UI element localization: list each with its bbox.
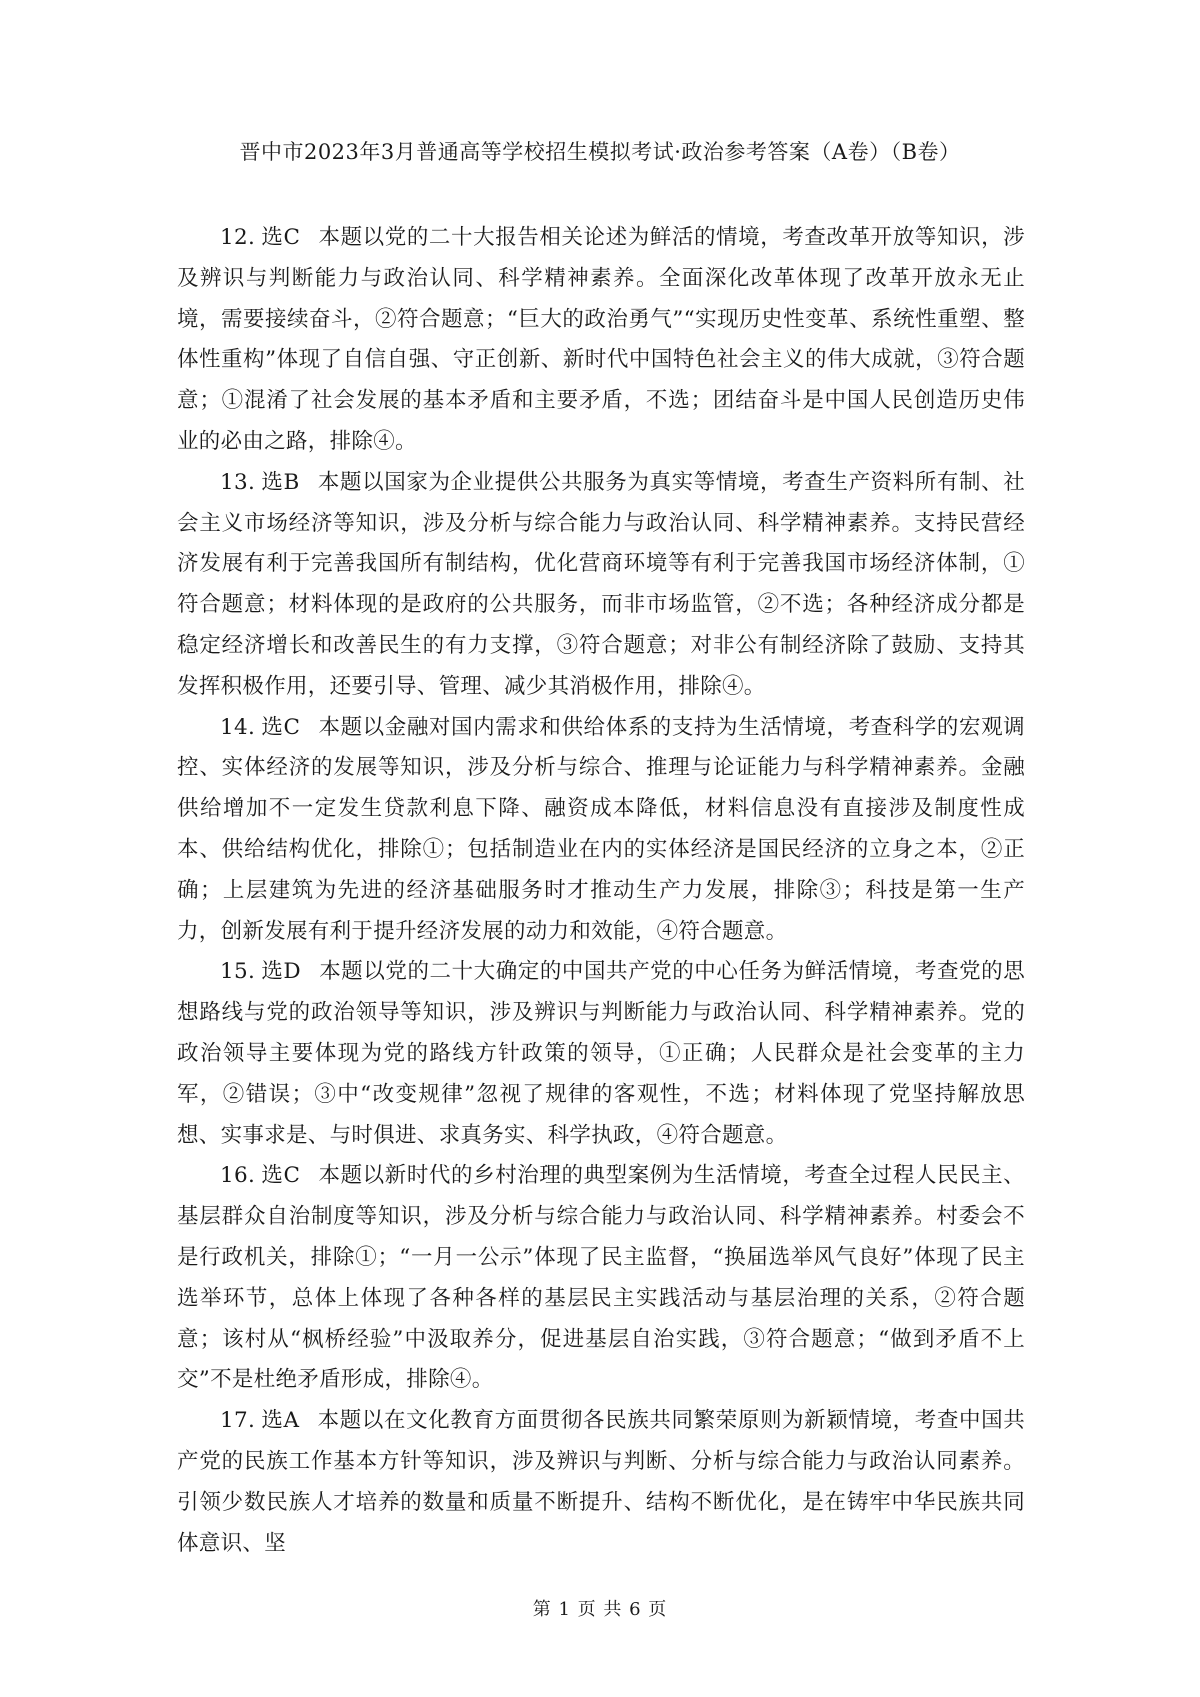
- page-title: 晋中市2023年3月普通高等学校招生模拟考试·政治参考答案（A卷）（B卷）: [239, 140, 961, 164]
- answer-explanation: 本题以新时代的乡村治理的典型案例为生活情境，考查全过程人民民主、基层群众自治制度等知识，涉及分析与综合能力与政治认同、科学精神素养。村委会不是行政机关，排除①；“一月一公示”体现了民主监督，“换届选举风气良好”体现了民主选举环节，总体上体现了各种各样的基层民主实践活动与基层治理的关系，②符合题意；该村从“枫桥经验”中汲取养分，促进基层自治实践，③符合题意；“做到矛盾不上交”不是杜绝矛盾形成，排除④。: [177, 1163, 1025, 1393]
- answer-explanation: 本题以国家为企业提供公共服务为真实等情境，考查生产资料所有制、社会主义市场经济等知识，涉及分析与综合能力与政治认同、科学精神素养。支持民营经济发展有利于完善我国所有制结构，优化营商环境等有利于完善我国市场经济体制，①符合题意；材料体现的是政府的公共服务，而非市场监管，②不选；各种经济成分都是稳定经济增长和改善民生的有力支撑，③符合题意；对非公有制经济除了鼓励、支持其发挥积极作用，还要引导、管理、减少其消极作用，排除④。: [177, 469, 1025, 699]
- page-number-footer: 第 1 页 共 6 页: [532, 1599, 668, 1620]
- answer-15: [177, 952, 1025, 1156]
- answer-choice: 选C: [261, 1163, 301, 1189]
- answer-13: [177, 463, 1025, 708]
- answer-choice: 选C: [261, 225, 301, 250]
- answer-explanation: 本题以党的二十大确定的中国共产党的中心任务为鲜活情境，考查党的思想路线与党的政治领导等知识，涉及辨识与判断能力与政治认同、科学精神素养。党的政治领导主要体现为党的路线方针政策的领导，①正确；人民群众是社会变革的主力军，②错误；③中“改变规律”忽视了规律的客观性，不选；材料体现了党坚持解放思想、实事求是、与时俱进、求真务实、科学执政，④符合题意。: [177, 959, 1025, 1148]
- answer-choice: 选C: [261, 714, 301, 740]
- answer-16: [177, 1156, 1025, 1401]
- question-number: 17.: [220, 1408, 256, 1434]
- question-number: 15.: [220, 959, 256, 985]
- answer-12: [177, 218, 1025, 463]
- answer-choice: 选D: [261, 959, 301, 985]
- question-number: 16.: [220, 1163, 256, 1189]
- answer-explanation: 本题以党的二十大报告相关论述为鲜活的情境，考查改革开放等知识，涉及辨识与判断能力与政治认同、科学精神素养。全面深化改革体现了改革开放永无止境，需要接续奋斗，②符合题意；“巨大的政治勇气”“实现历史性变革、系统性重塑、整体性重构”体现了自信自强、守正创新、新时代中国特色社会主义的伟大成就，③符合题意；①混淆了社会发展的基本矛盾和主要矛盾，不选；团结奋斗是中国人民创造历史伟业的必由之路，排除④。: [177, 225, 1025, 454]
- answer-17: [177, 1401, 1025, 1564]
- answer-14: [177, 708, 1025, 953]
- answer-choice: 选B: [261, 469, 300, 495]
- question-number: 13.: [220, 469, 256, 495]
- question-number: 12.: [220, 225, 256, 250]
- answer-explanation: 本题以金融对国内需求和供给体系的支持为生活情境，考查科学的宏观调控、实体经济的发展等知识，涉及分析与综合、推理与论证能力与科学精神素养。金融供给增加不一定发生贷款利息下降、融资成本降低，材料信息没有直接涉及制度性成本、供给结构优化，排除①；包括制造业在内的实体经济是国民经济的立身之本，②正确；上层建筑为先进的经济基础服务时才推动生产力发展，排除③；科技是第一生产力，创新发展有利于提升经济发展的动力和效能，④符合题意。: [177, 714, 1025, 944]
- answer-list: [177, 218, 1025, 1564]
- answer-choice: 选A: [261, 1408, 300, 1434]
- answer-explanation: 本题以在文化教育方面贯彻各民族共同繁荣原则为新颖情境，考查中国共产党的民族工作基本方针等知识，涉及辨识与判断、分析与综合能力与政治认同素养。引领少数民族人才培养的数量和质量不断提升、结构不断优化，是在铸牢中华民族共同体意识、坚: [177, 1408, 1025, 1556]
- question-number: 14.: [220, 714, 256, 740]
